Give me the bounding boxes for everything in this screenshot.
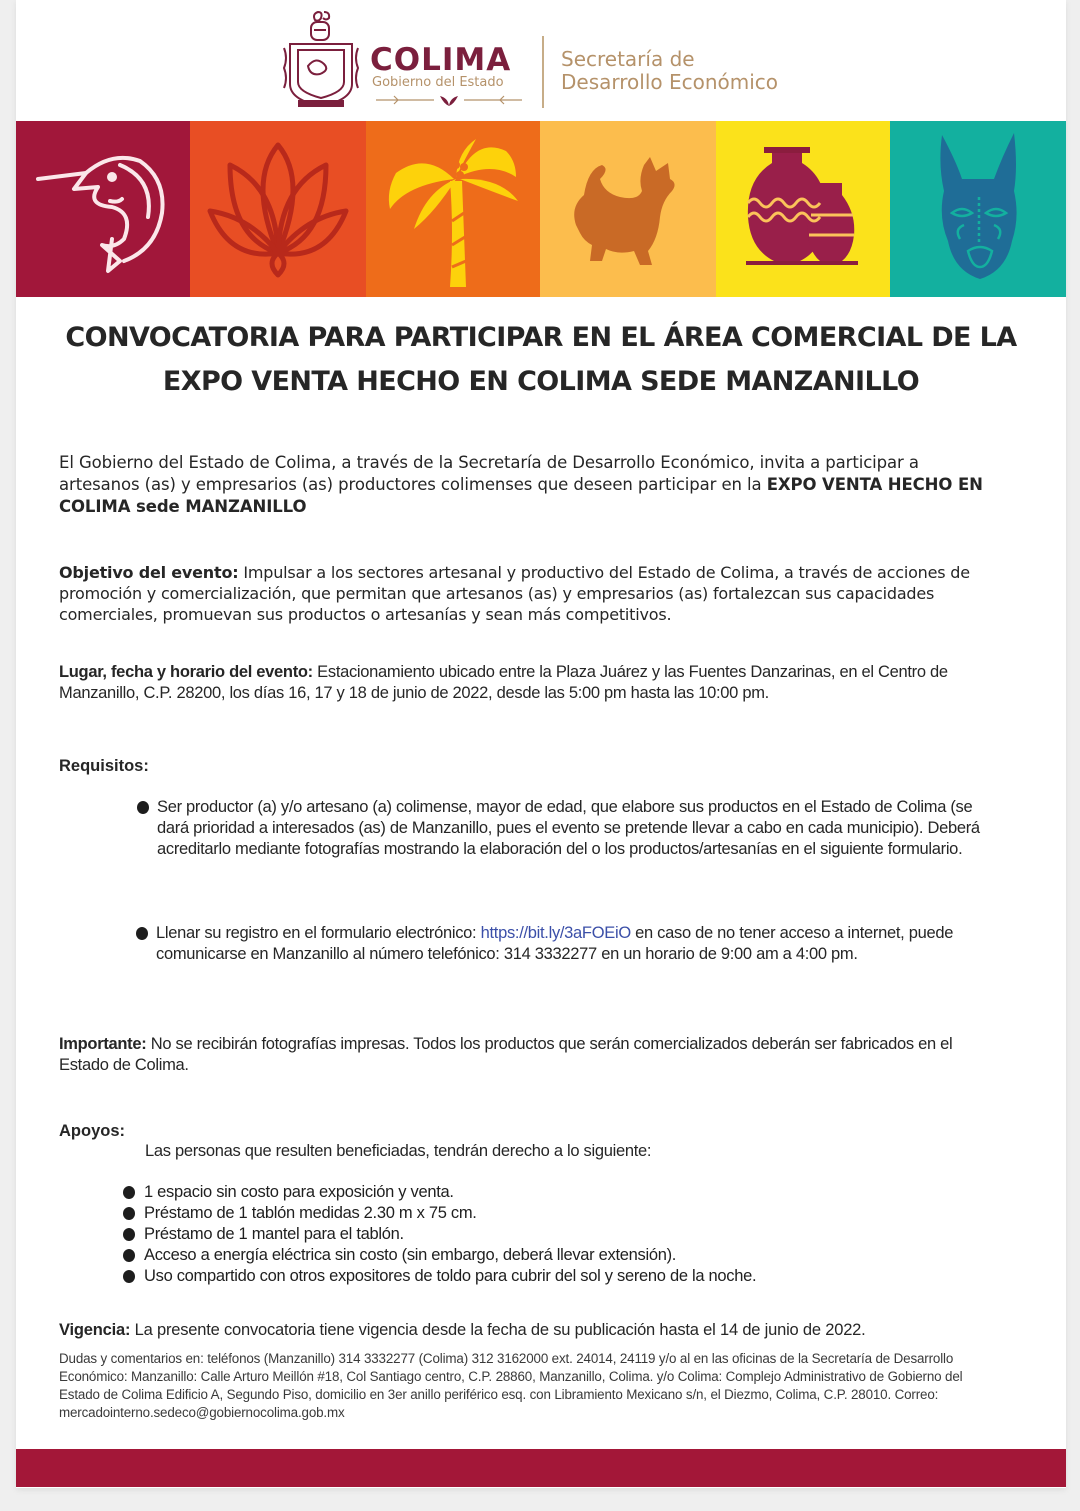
bullet-icon xyxy=(123,1270,135,1283)
marlin-fish-icon xyxy=(16,121,190,297)
lotus-flower-icon xyxy=(190,121,366,297)
ornament-icon xyxy=(374,92,524,108)
apoyo-item-text: Acceso a energía eléctrica sin costo (sin embargo, deberá llevar extensión). xyxy=(144,1246,677,1264)
apoyo-item xyxy=(144,1182,1004,1203)
secretaria-name xyxy=(561,48,778,94)
apoyo-item xyxy=(144,1245,1004,1266)
bullet-icon xyxy=(123,1249,135,1262)
logo-wordmark: COLIMA xyxy=(370,42,512,78)
requisito-item-2-text-before: Llenar su registro en el formulario electrónico: xyxy=(156,924,481,942)
icon-banner xyxy=(16,121,1066,297)
apoyos-heading: Apoyos: xyxy=(59,1122,125,1140)
lugar-label: Lugar, fecha y horario del evento: xyxy=(59,663,313,681)
header-divider xyxy=(542,36,544,108)
apoyo-item xyxy=(144,1224,1004,1245)
requisito-item-1-text: Ser productor (a) y/o artesano (a) colimense, mayor de edad, que elabore sus productos en el Estado de Colima (se dará prioridad a interesados (as) de Manzanillo, pues el evento se pretende llevar a cabo en cada municipio). Deberá acreditarlo mediante fotografías mostrando la elaboración del o los productos/artesanías en el siguiente formulario. xyxy=(157,798,980,858)
banner-panel-mask xyxy=(890,121,1066,297)
registration-form-link[interactable]: https://bit.ly/3aFOEiO xyxy=(480,924,631,942)
banner-panel-palm xyxy=(366,121,540,297)
banner-panel-lotus xyxy=(190,121,366,297)
document-page xyxy=(16,0,1066,1488)
requisitos-heading: Requisitos: xyxy=(59,757,149,775)
bullet-icon xyxy=(123,1228,135,1241)
vigencia-text: La presente convocatoria tiene vigencia desde la fecha de su publicación hasta el 14 de junio de 2022. xyxy=(130,1321,866,1339)
apoyo-item xyxy=(144,1266,1004,1287)
contact-info: Dudas y comentarios en: teléfonos (Manzanillo) 314 3332277 (Colima) 312 3162000 ext. 24014, 24119 y/o al en las oficinas de la Secretaría de Desarrollo Económico: Manzanillo: Calle Arturo Meillón #18, Col Santiago centro, C.P. 28860, Manzanillo, Colima. y/o Colima: Complejo Administrativo de Gobierno del Estado de Colima Edificio A, Segundo Piso, domicilio en 3er anillo periférico esq. con Libramiento Mexicano s/n, el Diezmo, Colima, C.P. 28010. Correo: mercadointerno.sedeco@gobiernocolima.gob.mx xyxy=(59,1351,963,1420)
apoyo-item-text: 1 espacio sin costo para exposición y venta. xyxy=(144,1183,454,1201)
footer-bar xyxy=(16,1449,1066,1487)
lugar-section xyxy=(59,662,999,704)
bullet-icon xyxy=(123,1186,135,1199)
pottery-vases-icon xyxy=(716,121,890,297)
coat-of-arms-icon xyxy=(278,8,364,110)
banner-panel-pottery xyxy=(716,121,890,297)
importante-text: No se recibirán fotografías impresas. Todos los productos que serán comercializados deberán ser fabricados en el Estado de Colima. xyxy=(59,1035,953,1074)
apoyos-intro: Las personas que resulten beneficiadas, tendrán derecho a lo siguiente: xyxy=(145,1142,652,1160)
importante-label: Importante: xyxy=(59,1035,147,1053)
palm-tree-icon xyxy=(366,121,540,297)
title-line1: CONVOCATORIA PARA PARTICIPAR EN EL ÁREA COMERCIAL DE LA xyxy=(65,322,1017,353)
bullet-icon xyxy=(137,801,149,814)
banner-panel-fish xyxy=(16,121,190,297)
header xyxy=(16,0,1066,118)
secretaria-line1: Secretaría de xyxy=(561,47,695,71)
objetivo-section xyxy=(59,562,999,625)
intro-text: El Gobierno del Estado de Colima, a través de la Secretaría de Desarrollo Económico, invita a participar a artesanos (as) y empresarios (as) productores colimenses que deseen participar en la xyxy=(59,453,919,494)
mask-icon xyxy=(890,121,1066,297)
requisito-item-1 xyxy=(157,797,987,860)
requisito-item-2 xyxy=(156,923,986,965)
apoyo-item-text: Préstamo de 1 mantel para el tablón. xyxy=(144,1225,404,1243)
requisito-item-2-text-after: en caso de no tener acceso a internet, puede comunicarse en Manzanillo al número telefónico: 314 3332277 en un horario de 9:00 am a 4:00 pm. xyxy=(156,924,954,963)
objetivo-label: Objetivo del evento: xyxy=(59,563,239,582)
apoyos-list xyxy=(144,1182,1004,1287)
intro-event-name: EXPO VENTA HECHO EN COLIMA sede MANZANILLO xyxy=(59,475,983,516)
apoyo-item xyxy=(144,1203,1004,1224)
vigencia-section xyxy=(59,1320,1039,1341)
secretaria-line2: Desarrollo Económico xyxy=(561,70,779,94)
vigencia-label: Vigencia: xyxy=(59,1321,131,1339)
page-title xyxy=(16,316,1066,404)
bullet-icon xyxy=(136,927,148,940)
importante-section xyxy=(59,1034,999,1076)
lugar-text: Estacionamiento ubicado entre la Plaza Juárez y las Fuentes Danzarinas, en el Centro de Manzanillo, C.P. 28200, los días 16, 17 y 18 de junio de 2022, desde las 5:00 pm hasta las 10:00 pm. xyxy=(59,663,948,702)
apoyo-item-text: Uso compartido con otros expositores de toldo para cubrir del sol y sereno de la noche. xyxy=(144,1267,757,1285)
objetivo-text: Impulsar a los sectores artesanal y productivo del Estado de Colima, a través de acciones de promoción y comercialización, que permitan que artesanos (as) y empresarios (as) fortalezcan sus capacidades comerciales, promuevan sus productos o artesanías y sean más competitivos. xyxy=(59,563,970,624)
apoyo-item-text: Préstamo de 1 tablón medidas 2.30 m x 75 cm. xyxy=(144,1204,477,1222)
logo-subtitle: Gobierno del Estado xyxy=(372,75,504,90)
colima-dog-icon xyxy=(540,121,716,297)
title-line2: EXPO VENTA HECHO EN COLIMA SEDE MANZANILLO xyxy=(162,366,920,397)
intro-paragraph xyxy=(59,452,999,518)
bullet-icon xyxy=(123,1207,135,1220)
banner-panel-dog xyxy=(540,121,716,297)
